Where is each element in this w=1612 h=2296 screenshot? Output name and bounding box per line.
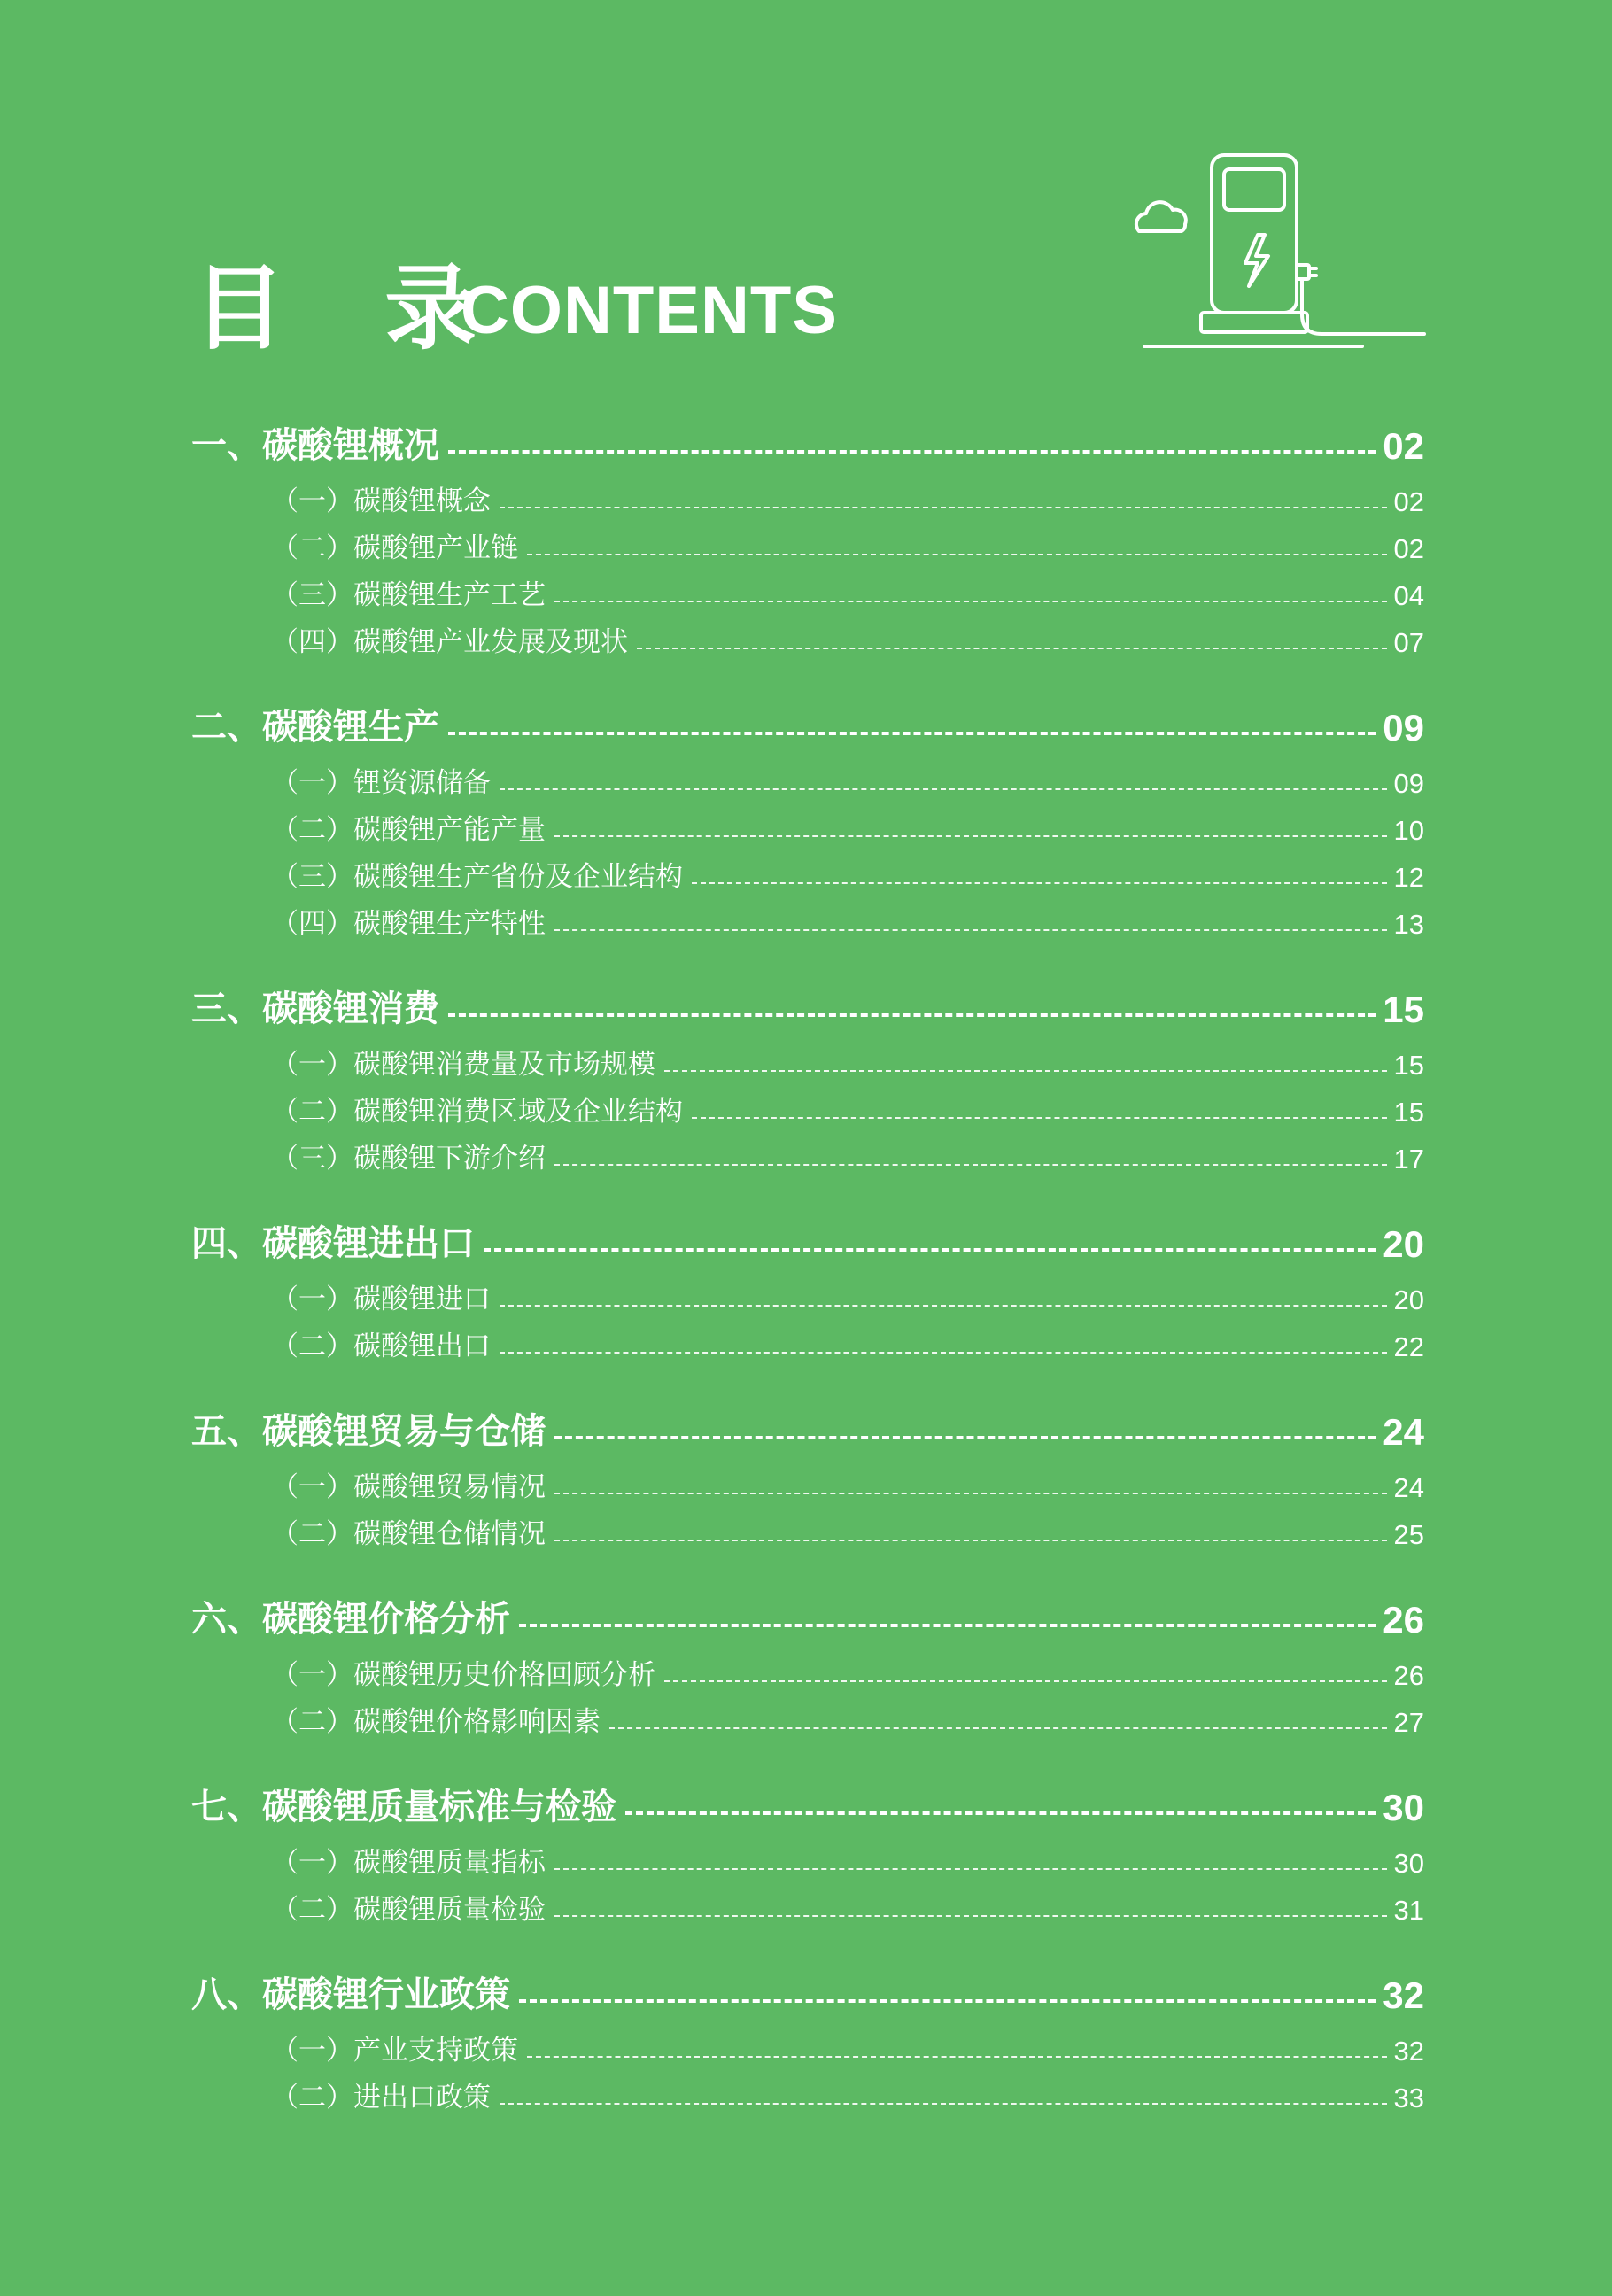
table-of-contents [191, 406, 1424, 2143]
dotted-leader [554, 1436, 1376, 1439]
toc-chapter-page: 24 [1383, 1411, 1424, 1453]
toc-chapter-title: 五、碳酸锂贸易与仓储 [191, 1411, 546, 1452]
toc-subsection-title: （一）碳酸锂进口 [271, 1284, 491, 1315]
dotted-leader [625, 1811, 1376, 1815]
toc-subsection-page: 10 [1393, 815, 1424, 846]
toc-subsection-page: 24 [1393, 1472, 1424, 1503]
dotted-leader [484, 1248, 1376, 1252]
toc-subsection-entry[interactable] [191, 894, 1424, 941]
toc-chapter-page: 32 [1383, 1974, 1424, 2016]
dotted-leader [692, 882, 1387, 884]
toc-subsection-page: 33 [1393, 2083, 1424, 2114]
toc-subsection-page: 12 [1393, 862, 1424, 893]
toc-subsection-entry[interactable] [191, 612, 1424, 659]
toc-subsection-title: （一）产业支持政策 [271, 2035, 518, 2067]
toc-subsection-title: （一）碳酸锂贸易情况 [271, 1471, 546, 1503]
toc-section [191, 1392, 1424, 1551]
toc-subsection-title: （二）碳酸锂出口 [271, 1330, 491, 1362]
toc-section [191, 1767, 1424, 1927]
toc-subsection-title: （二）碳酸锂产业链 [271, 532, 518, 564]
toc-chapter-page: 15 [1383, 989, 1424, 1030]
ev-charging-station-icon [1125, 146, 1435, 359]
dotted-leader [554, 1164, 1387, 1166]
dotted-leader [448, 450, 1376, 454]
dotted-leader [637, 648, 1387, 649]
dotted-leader [527, 2056, 1387, 2058]
dotted-leader [609, 1727, 1387, 1729]
dotted-leader [500, 507, 1387, 508]
toc-subsection-title: （二）碳酸锂仓储情况 [271, 1518, 546, 1550]
toc-subsection-title: （三）碳酸锂生产省份及企业结构 [271, 861, 683, 893]
toc-subsection-entry[interactable] [191, 1645, 1424, 1692]
toc-chapter-entry[interactable] [191, 687, 1424, 749]
toc-subsection-entry[interactable] [191, 847, 1424, 894]
page-title-english: CONTENTS [461, 273, 838, 348]
toc-subsection-entry[interactable] [191, 1082, 1424, 1129]
toc-chapter-page: 30 [1383, 1787, 1424, 1828]
dotted-leader [527, 554, 1387, 555]
dotted-leader [500, 1352, 1387, 1354]
dotted-leader [500, 788, 1387, 790]
toc-subsection-title: （四）碳酸锂生产特性 [271, 908, 546, 940]
toc-subsection-page: 32 [1393, 2036, 1424, 2067]
toc-subsection-entry[interactable] [191, 800, 1424, 847]
toc-section [191, 406, 1424, 659]
toc-section [191, 1955, 1424, 2114]
toc-subsection-page: 26 [1393, 1660, 1424, 1691]
toc-subsection-title: （二）进出口政策 [271, 2082, 491, 2114]
dotted-leader [500, 1305, 1387, 1307]
toc-subsection-page: 22 [1393, 1331, 1424, 1362]
toc-subsection-entry[interactable] [191, 565, 1424, 612]
toc-chapter-title: 四、碳酸锂进出口 [191, 1223, 475, 1264]
page-title-chinese: 目 录 [193, 254, 511, 362]
dotted-leader [554, 929, 1387, 931]
toc-chapter-entry[interactable] [191, 1392, 1424, 1454]
toc-subsection-page: 25 [1393, 1519, 1424, 1550]
toc-subsection-title: （三）碳酸锂生产工艺 [271, 579, 546, 611]
toc-subsection-title: （一）碳酸锂消费量及市场规模 [271, 1049, 655, 1081]
toc-subsection-page: 09 [1393, 768, 1424, 799]
toc-subsection-title: （二）碳酸锂质量检验 [271, 1894, 546, 1926]
dotted-leader [554, 1493, 1387, 1494]
toc-section [191, 1204, 1424, 1363]
toc-subsection-page: 20 [1393, 1284, 1424, 1315]
toc-subsection-entry[interactable] [191, 1457, 1424, 1504]
toc-chapter-page: 20 [1383, 1223, 1424, 1265]
toc-subsection-entry[interactable] [191, 753, 1424, 800]
toc-subsection-entry[interactable] [191, 1504, 1424, 1551]
dotted-leader [664, 1070, 1387, 1072]
toc-subsection-title: （三）碳酸锂下游介绍 [271, 1143, 546, 1175]
toc-subsection-entry[interactable] [191, 2021, 1424, 2067]
toc-subsection-entry[interactable] [191, 1035, 1424, 1082]
toc-subsection-title: （一）锂资源储备 [271, 767, 491, 799]
toc-subsection-entry[interactable] [191, 471, 1424, 518]
toc-subsection-page: 31 [1393, 1895, 1424, 1926]
toc-subsection-page: 02 [1393, 533, 1424, 564]
toc-chapter-entry[interactable] [191, 1955, 1424, 2017]
toc-subsection-entry[interactable] [191, 518, 1424, 565]
toc-subsection-page: 30 [1393, 1848, 1424, 1879]
dotted-leader [448, 732, 1376, 735]
toc-subsection-title: （一）碳酸锂质量指标 [271, 1847, 546, 1879]
toc-chapter-title: 一、碳酸锂概况 [191, 425, 439, 466]
toc-chapter-title: 二、碳酸锂生产 [191, 707, 439, 748]
toc-subsection-page: 15 [1393, 1097, 1424, 1128]
toc-chapter-title: 八、碳酸锂行业政策 [191, 1974, 510, 2015]
dotted-leader [448, 1013, 1376, 1017]
cloud-icon [1136, 202, 1186, 231]
dotted-leader [664, 1680, 1387, 1682]
dotted-leader [692, 1117, 1387, 1119]
toc-subsection-entry[interactable] [191, 1880, 1424, 1927]
toc-subsection-entry[interactable] [191, 1129, 1424, 1175]
toc-subsection-entry[interactable] [191, 1833, 1424, 1880]
toc-section [191, 687, 1424, 941]
toc-chapter-page: 09 [1383, 707, 1424, 749]
dotted-leader [519, 1624, 1376, 1627]
toc-chapter-page: 26 [1383, 1599, 1424, 1641]
dotted-leader [554, 1868, 1387, 1870]
toc-section [191, 969, 1424, 1175]
dotted-leader [554, 601, 1387, 602]
toc-subsection-page: 02 [1393, 486, 1424, 517]
dotted-leader [554, 1540, 1387, 1541]
toc-subsection-title: （二）碳酸锂产能产量 [271, 814, 546, 846]
toc-chapter-entry[interactable] [191, 1579, 1424, 1641]
dotted-leader [500, 2103, 1387, 2105]
toc-chapter-entry[interactable] [191, 406, 1424, 468]
dotted-leader [519, 1999, 1376, 2003]
toc-subsection-entry[interactable] [191, 1692, 1424, 1739]
toc-subsection-title: （二）碳酸锂价格影响因素 [271, 1706, 601, 1738]
toc-subsection-page: 07 [1393, 627, 1424, 658]
toc-subsection-title: （一）碳酸锂历史价格回顾分析 [271, 1659, 655, 1691]
toc-chapter-title: 三、碳酸锂消费 [191, 989, 439, 1029]
toc-subsection-page: 15 [1393, 1050, 1424, 1081]
toc-chapter-title: 七、碳酸锂质量标准与检验 [191, 1787, 616, 1827]
toc-subsection-page: 17 [1393, 1144, 1424, 1175]
toc-subsection-entry[interactable] [191, 1316, 1424, 1363]
toc-chapter-page: 02 [1383, 425, 1424, 467]
dotted-leader [554, 1915, 1387, 1917]
toc-subsection-page: 04 [1393, 580, 1424, 611]
toc-section [191, 1579, 1424, 1739]
toc-subsection-page: 27 [1393, 1707, 1424, 1738]
toc-subsection-entry[interactable] [191, 2067, 1424, 2114]
toc-chapter-entry[interactable] [191, 1767, 1424, 1829]
toc-subsection-title: （一）碳酸锂概念 [271, 485, 491, 517]
toc-chapter-entry[interactable] [191, 1204, 1424, 1266]
toc-subsection-title: （二）碳酸锂消费区域及企业结构 [271, 1096, 683, 1128]
dotted-leader [554, 835, 1387, 837]
toc-subsection-title: （四）碳酸锂产业发展及现状 [271, 626, 628, 658]
toc-subsection-page: 13 [1393, 909, 1424, 940]
toc-chapter-entry[interactable] [191, 969, 1424, 1031]
toc-subsection-entry[interactable] [191, 1269, 1424, 1316]
toc-chapter-title: 六、碳酸锂价格分析 [191, 1599, 510, 1640]
